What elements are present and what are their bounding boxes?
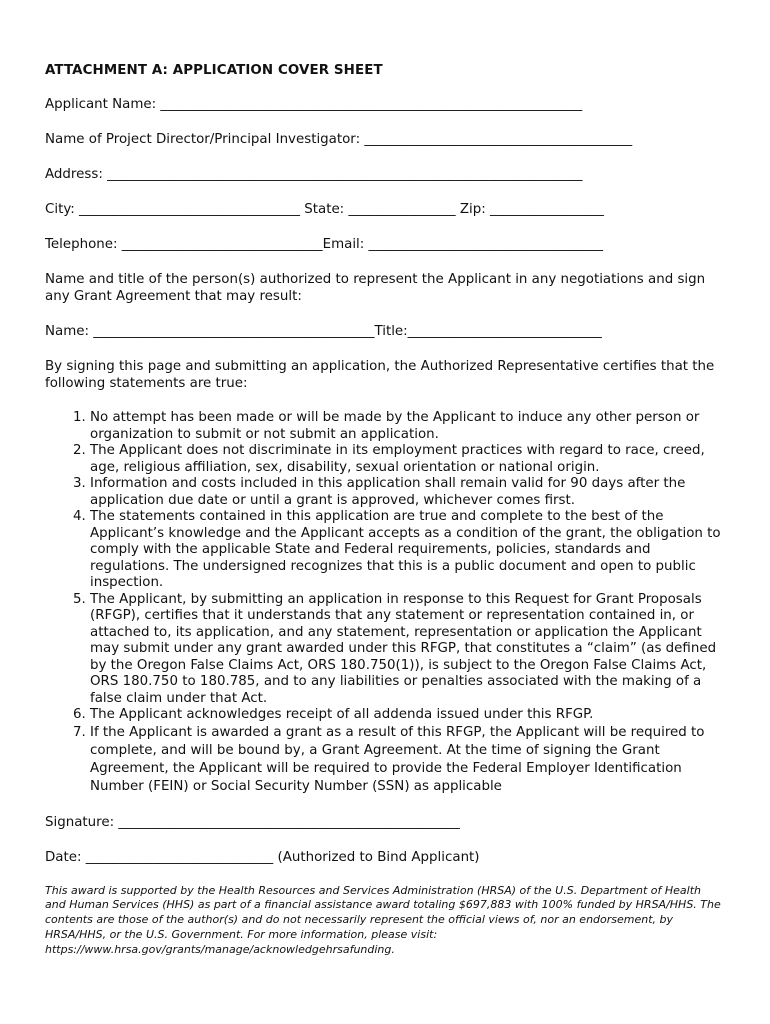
date-field: Date: ____________________________ (Authorized to Bind Applicant) [45,849,480,865]
city-state-zip-field: City: _________________________________ State: ________________ Zip: _________________ [45,202,604,217]
authorized-intro: Name and title of the person(s) authorized to represent the Applicant in any negotiations and sign any Grant Agreement that may result: [45,272,706,304]
statements-list [45,410,725,796]
certify-intro: By signing this page and submitting an application, the Authorized Representative certifies that the following statements are true: [45,359,715,391]
list-item: 7. If the Applicant is awarded a grant as a result of this RFGP, the Applicant will be required to complete, and will be bound by, a Grant Agreement. At the time of signing the Grant Agreement, the Applicant will be required to provide the Federal Employer Identification Number (FEIN) or Social Security Number (SSN) as applicable [90,724,725,796]
name-title-field: Name: __________________________________________Title:_____________________________ [45,324,602,339]
list-item: 1. No attempt has been made or will be made by the Applicant to induce any other person or organization to submit or not submit an application. [90,410,725,443]
signature-field: Signature: ___________________________________________________ [45,814,460,830]
list-item: 5. The Applicant, by submitting an application in response to this Request for Grant Proposals (RFGP), certifies that it understands that any statement or representation contained in, or attached to, its application, and any statement, representation or application the Applicant may submit under any grant awarded under this RFGP, that constitutes a “claim” (as defined by the Oregon False Claims Act, ORS 180.750(1)), is subject to the Oregon False Claims Act, ORS 180.750 to 180.785, and to any liabilities or penalties associated with the making of a false claim under that Act. [90,592,725,708]
list-item: 2. The Applicant does not discriminate in its employment practices with regard to race, creed, age, religious affiliation, sex, disability, sexual orientation or national origin. [90,443,725,476]
document-page [45,63,725,957]
project-director-field: Name of Project Director/Principal Investigator: ________________________________________ [45,132,633,147]
telephone-email-field: Telephone: ______________________________Email: ___________________________________ [45,237,603,252]
address-field: Address: _______________________________________________________________________ [45,167,583,182]
list-item: 3. Information and costs included in this application shall remain valid for 90 days after the application due date or until a grant is approved, whichever comes first. [90,476,725,509]
funding-acknowledgement: This award is supported by the Health Resources and Services Administration (HRSA) of the U.S. Department of Health and Human Services (HHS) as part of a financial assistance award totaling $697,883 with 100% funded by HRSA/HHS. The contents are those of the author(s) and do not necessarily represent the official views of, nor an endorsement, by HRSA/HHS, or the U.S. Government. For more information, please visit: https://www.hrsa.gov/grants/manage/acknowledgehrsafunding. [45,883,721,956]
list-item: 6. The Applicant acknowledges receipt of all addenda issued under this RFGP. [90,707,725,724]
list-item: 4. The statements contained in this application are true and complete to the best of the Applicant’s knowledge and the Applicant accepts as a condition of the grant, the obligation to comply with the applicable State and Federal requirements, policies, standards and regulations. The undersigned recognizes that this is a public document and open to public inspection. [90,509,725,592]
applicant-name-field: Applicant Name: _______________________________________________________________ [45,97,583,112]
page-title: ATTACHMENT A: APPLICATION COVER SHEET [45,63,383,78]
